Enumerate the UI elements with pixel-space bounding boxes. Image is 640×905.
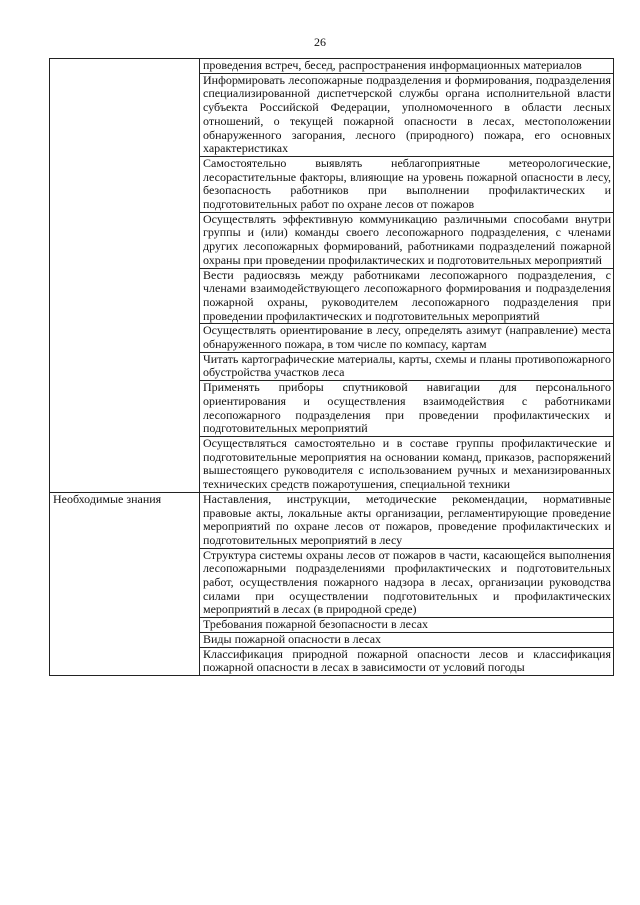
- skill-item: Вести радиосвязь между работниками лесопожарного подразделения, с членами взаимодействующего лесопожарного формирования и подразделения пожарной охраны, руководителем лесопожарного подразделения при проведении профилактических и подготовительных мероприятий: [200, 268, 614, 324]
- skill-item: Осуществлять ориентирование в лесу, определять азимут (направление) места обнаруженного пожара, в том числе по компасу, картам: [200, 324, 614, 352]
- knowledge-item: Классификация природной пожарной опасности лесов и классификация пожарной опасности в лесах в зависимости от условий погоды: [200, 647, 614, 675]
- skill-item: проведения встреч, бесед, распространения информационных материалов: [200, 59, 614, 74]
- knowledge-item: Структура системы охраны лесов от пожаров в части, касающейся выполнения лесопожарными подразделениями профилактических и подготовительных работ, осуществления пожарного надзора в лесах, организации руководства силами при осуществлении подготовительных и профилактических мероприятий в лесах (в природной среде): [200, 548, 614, 618]
- knowledge-item: Виды пожарной опасности в лесах: [200, 632, 614, 647]
- skill-item: Информировать лесопожарные подразделения и формирования, подразделения специализированной диспетчерской службы органа исполнительной власти субъекта Российской Федерации, уполномоченного в области лесных отношений, о текущей пожарной опасности в лесах, местоположении обнаруженного загорания, лесного (природного) пожара, его основных характеристиках: [200, 73, 614, 156]
- table-row: [50, 492, 614, 548]
- knowledge-item: Наставления, инструкции, методические рекомендации, нормативные правовые акты, локальные акты организации, регламентирующие проведение мероприятий по охране лесов от пожаров, проведение профилактических и подготовительных мероприятий в лесу: [200, 492, 614, 548]
- skill-item: Применять приборы спутниковой навигации для персонального ориентирования и осуществления взаимодействия с работниками лесопожарного подразделения при проведении профилактических и подготовительных мероприятий: [200, 381, 614, 437]
- skill-item: Читать картографические материалы, карты, схемы и планы противопожарного обустройства участков леса: [200, 352, 614, 380]
- skill-item: Самостоятельно выявлять неблагоприятные метеорологические, лесорастительные факторы, влияющие на уровень пожарной опасности в лесу, безопасность работников при выполнении профилактических и подготовительных работ по охране лесов от пожаров: [200, 156, 614, 212]
- skill-item: Осуществляться самостоятельно и в составе группы профилактические и подготовительные мероприятия на основании команд, приказов, распоряжений вышестоящего руководителя с использованием ручных и механизированных технических средств пожаротушения, специальной техники: [200, 436, 614, 492]
- table-row: [50, 59, 614, 74]
- requirements-table: [49, 58, 614, 676]
- page-number: 26: [314, 35, 326, 49]
- knowledge-item: Требования пожарной безопасности в лесах: [200, 618, 614, 633]
- skill-item: Осуществлять эффективную коммуникацию различными способами внутри группы и (или) команды своего лесопожарного подразделения, с членами других лесопожарных формирований, работниками подразделений пожарной охраны при проведении профилактических и подготовительных мероприятий: [200, 212, 614, 268]
- label-cell-empty: [50, 59, 200, 493]
- knowledge-label: Необходимые знания: [50, 492, 200, 675]
